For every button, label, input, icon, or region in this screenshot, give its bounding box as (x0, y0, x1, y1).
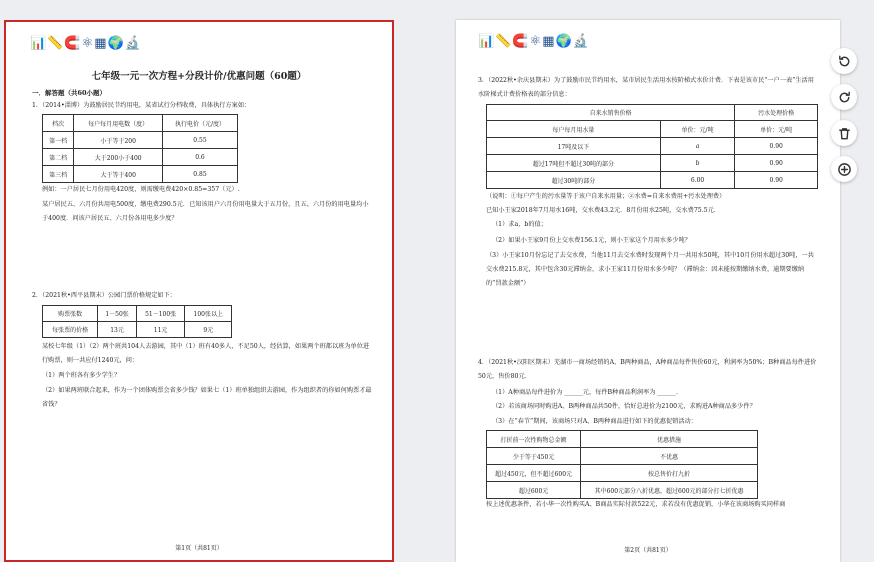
add-page-button[interactable] (831, 156, 857, 182)
table-cell: 超过30吨的部分 (487, 172, 661, 189)
table-cell: 其中600元部分八折优惠，超过600元的部分打七折优惠 (581, 482, 758, 499)
table-cell: 11元 (136, 322, 185, 338)
q1-body: 某户居民五、六月份共用电500度，缴电费290.5元．已知该用户六月份用电量大于五月份，且五、六月份的用电量均小于400度．问该户居民五、六月份各用电多少度？ (42, 201, 369, 222)
table-cell: 档次 (43, 115, 74, 132)
q4-sub2: （2）若该商场同时购进A、B两种商品共50件，恰好总进价为2100元，求购进A种商品多少件？ (492, 403, 756, 410)
table-cell: 污水处理价格 (735, 105, 818, 121)
q4-sub1: （1）A种商品每件进价为 ______元，每件B种商品利润率为 ______. (492, 389, 678, 396)
q3-water-price-table (486, 104, 818, 189)
rotate-ccw-button[interactable] (831, 48, 857, 74)
table-cell: 小于等于200 (74, 132, 163, 149)
table-cell: 0.90 (735, 155, 818, 172)
table-cell: 优惠措施 (581, 431, 758, 448)
table-cell: 100张以上 (185, 306, 232, 322)
table-cell: b (660, 155, 735, 172)
table-cell: 少于等于450元 (487, 448, 581, 465)
table-cell: 单价：元/吨 (735, 121, 818, 138)
table-cell: 第二档 (43, 149, 74, 166)
table-cell: 每张票的价格 (43, 322, 98, 338)
table-cell: 0.90 (735, 172, 818, 189)
table-cell: 超过600元 (487, 482, 581, 499)
q1-price-table (42, 114, 238, 183)
table-cell: 13元 (98, 322, 136, 338)
table-cell: 17吨及以下 (487, 138, 661, 155)
page-footer: 第2页（共81页） (624, 547, 672, 554)
trash-icon (837, 126, 852, 141)
table-cell: a (660, 138, 735, 155)
q1-stem: 1．（2014•淄博）为鼓励居民节约用电，某省试行分档收费，具体执行方案如： (32, 102, 251, 109)
table-cell: 0.90 (735, 138, 818, 155)
plus-circle-icon (837, 162, 852, 177)
section-heading: 一．解答题（共60小题） (32, 89, 107, 97)
q2-sub2: （2）如果两班联合起来，作为一个团体购票会省多少钱？如果七（1）班单独组织去游园，作为组织者的你如何购票才最省钱？ (42, 387, 372, 408)
q4-discount-table (486, 430, 758, 499)
rotate-cw-button[interactable] (831, 84, 857, 110)
q2-body: 某校七年级（1）（2）两个班共104人去游园，其中（1）班有40多人，不足50人，经估算，如果两个班都以班为单位进行购票，则一共应付1240元，问： (42, 343, 370, 364)
table-cell: 按总售价打九折 (581, 465, 758, 482)
page-footer: 第1页（共81页） (175, 545, 223, 552)
table-cell: 执行电价（元/度） (162, 115, 237, 132)
table-cell: 9元 (185, 322, 232, 338)
q3-note: （说明：①每户产生的污水量等于该户自来水用量；②水费=自来水费用+污水处理费） (486, 193, 726, 200)
subject-logo-icon: 📊📏🧲⚛▦🌍🔬 (30, 36, 142, 51)
document-page-2[interactable] (456, 20, 840, 562)
table-cell: 超过17吨但不超过30吨的部分 (487, 155, 661, 172)
table-cell: 1－50张 (98, 306, 136, 322)
table-cell: 打折前一次性购物总金额 (487, 431, 581, 448)
table-cell: 每户每月用水量 (487, 121, 661, 138)
q3-stem: 3．（2022秋•余庆县期末）为了鼓励市民节约用水，某市居民生活用水按阶梯式水价计费．下表是该市民“一户一表”生活用水阶梯式计费价格表的部分信息： (478, 77, 814, 98)
table-cell: 0.6 (162, 149, 237, 166)
q4-sub3: （3）在“春节”期间，该商场只对A、B两种商品进行如下的优惠促销活动： (492, 418, 697, 425)
q2-sub1: （1）两个班各有多少学生？ (42, 372, 121, 379)
table-cell: 6.00 (660, 172, 735, 189)
table-cell: 超过450元，但不超过600元 (487, 465, 581, 482)
subject-logo-icon: 📊📏🧲⚛▦🌍🔬 (478, 34, 590, 49)
q4-tail: 按上述优惠条件，若小华一次性购买A、B商品实际付款522元，求若没有优惠促销，小华在该商场购买同样商 (486, 501, 786, 508)
table-cell: 0.85 (162, 166, 237, 183)
table-cell: 不优惠 (581, 448, 758, 465)
q4-stem: 4．（2021秋•汉阳区期末）芜湖市一商场经销的A、B两种商品，A种商品每件售价60元，利润率为50%；B种商品每件进价50元，售价80元． (478, 359, 817, 380)
document-page-1[interactable] (4, 20, 394, 562)
table-cell: 第一档 (43, 132, 74, 149)
q3-sub2: （2）如果小王家9月份上交水费156.1元，则小王家这个月用水多少吨？ (492, 237, 691, 244)
q1-example: 例如：一户居民七月份用电420度，则需缴电费420×0.85=357（元）. (42, 186, 240, 193)
delete-page-button[interactable] (831, 120, 857, 146)
table-cell: 第三档 (43, 166, 74, 183)
table-cell: 大于等于400 (74, 166, 163, 183)
page-title: 七年级一元一次方程+分段计价/优惠问题（60题） (91, 71, 307, 82)
table-cell: 51－100张 (136, 306, 185, 322)
table-cell: 购票张数 (43, 306, 98, 322)
q3-sub3: （3）小王家10月份忘记了去交水费，当他11月去交水费时发现两个月一共用水50吨，其中10月份用水超过30吨，一共交水费215.8元，其中包含30元滞纳金，求小王家11月份用水多少吨？（滞纳金：因未能按期缴纳水费，逾期要缴纳的“罚款金额”） (486, 252, 814, 287)
q3-sub1: （1）求a、b的值； (492, 221, 547, 228)
q2-stem: 2．（2021秋•西平县期末）公园门票价格规定如下： (32, 292, 176, 299)
rotate-cw-icon (837, 90, 852, 105)
q2-ticket-table (42, 305, 232, 338)
table-cell: 单价：元/吨 (660, 121, 735, 138)
table-cell: 0.55 (162, 132, 237, 149)
table-cell: 大于200小于400 (74, 149, 163, 166)
table-cell: 自来水销售价格 (487, 105, 735, 121)
table-cell: 每户每月用电数（度） (74, 115, 163, 132)
rotate-ccw-icon (837, 54, 852, 69)
q3-info: 已知小王家2018年7月用水16吨，交水费43.2元．8月份用水25吨，交水费75.5元． (486, 207, 720, 214)
